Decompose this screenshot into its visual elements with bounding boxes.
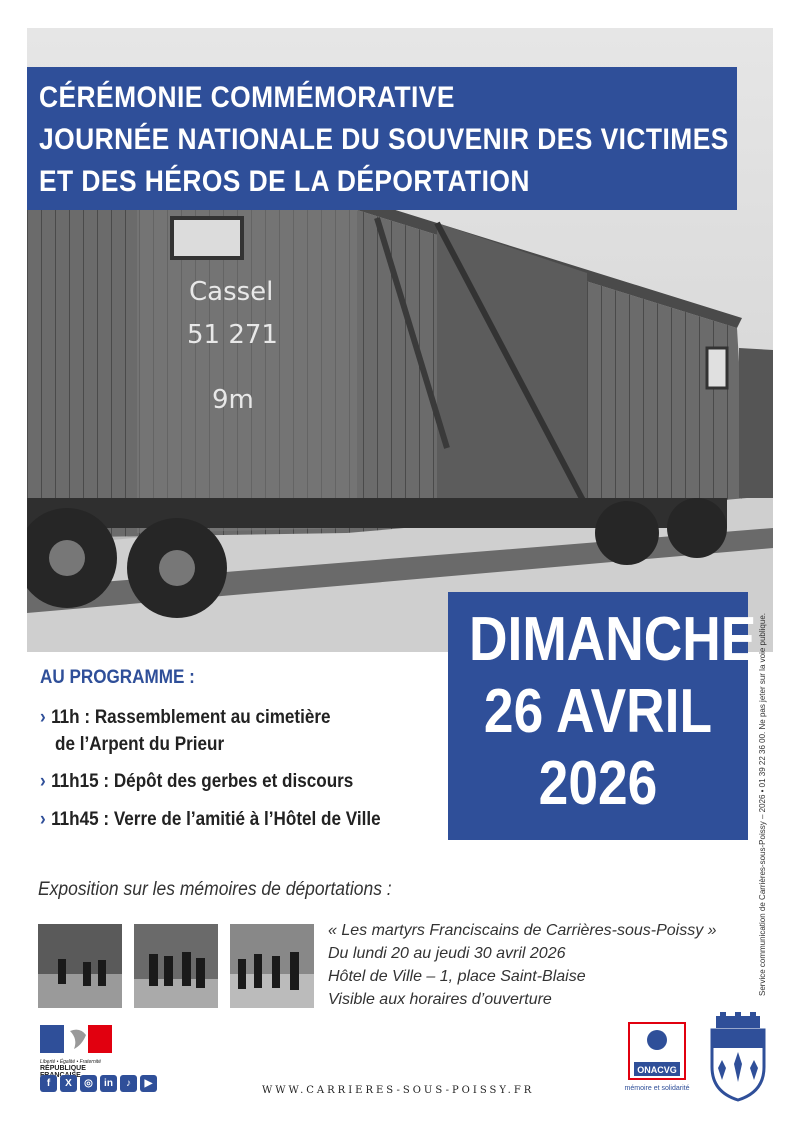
marianne-icon xyxy=(40,1025,112,1053)
youtube-icon[interactable]: ▶ xyxy=(140,1075,157,1092)
title-line-1: CÉRÉMONIE COMMÉMORATIVE xyxy=(39,81,455,114)
chevron-right-icon: › xyxy=(40,707,46,728)
program-item-1-line-2 xyxy=(55,731,224,758)
exposition-photo-3 xyxy=(230,924,314,1008)
program-item-3 xyxy=(40,806,381,833)
photo-thumbnail xyxy=(38,924,122,1008)
wagon-label-2: 51 271 xyxy=(187,320,278,350)
republique-francaise-logo xyxy=(40,1025,120,1079)
exposition-dates: Du lundi 20 au jeudi 30 avril 2026 xyxy=(328,945,566,962)
program-text-continued: de l’Arpent du Prieur xyxy=(55,734,225,755)
photo-thumbnail xyxy=(134,924,218,1008)
wagon-label-1: Cassel xyxy=(189,277,274,307)
program-time: 11h xyxy=(51,707,80,728)
exposition-details xyxy=(328,919,717,1011)
exposition-place: Hôtel de Ville – 1, place Saint-Blaise xyxy=(328,968,586,985)
republique-motto: Liberté • Égalité • Fraternité xyxy=(40,1059,102,1065)
title-line-2: JOURNÉE NATIONALE DU SOUVENIR DES VICTIMES xyxy=(39,123,729,156)
exposition-hours: Visible aux horaires d’ouverture xyxy=(328,991,552,1008)
date-day: DIMANCHE xyxy=(469,605,757,674)
instagram-icon[interactable]: ◎ xyxy=(80,1075,97,1092)
side-note: Service communication de Carrières-sous-Poissy – 2026 • 01 39 22 36 00. Ne pas jeter sur la voie publique. xyxy=(758,612,767,996)
onacvg-tagline: mémoire et solidarité xyxy=(624,1085,690,1092)
x-icon[interactable]: X xyxy=(60,1075,77,1092)
facebook-icon[interactable]: f xyxy=(40,1075,57,1092)
republique-name: RÉPUBLIQUE xyxy=(40,1065,86,1072)
onacvg-label: ONACVG xyxy=(637,1065,677,1075)
program-item-2 xyxy=(40,768,353,795)
program-time: 11h15 xyxy=(51,771,99,792)
city-crest xyxy=(708,1012,768,1102)
chevron-right-icon: › xyxy=(40,771,46,792)
program-text: : Rassemblement au cimetière xyxy=(79,707,331,728)
date-day-month: 26 AVRIL xyxy=(483,677,713,746)
social-links xyxy=(40,1075,157,1092)
title-line-3: ET DES HÉROS DE LA DÉPORTATION xyxy=(39,165,530,198)
onacvg-icon xyxy=(628,1022,686,1080)
photo-thumbnail xyxy=(230,924,314,1008)
coat-of-arms-icon xyxy=(708,1012,768,1102)
chevron-right-icon: › xyxy=(40,809,46,830)
program-item-1 xyxy=(40,704,331,731)
title-box xyxy=(27,67,737,210)
program-time: 11h45 xyxy=(51,809,99,830)
wagon-label-3: 9m xyxy=(212,385,254,415)
program-title: AU PROGRAMME : xyxy=(40,667,195,688)
website-link[interactable]: WWW.CARRIERES-SOUS-POISSY.FR xyxy=(262,1085,535,1096)
linkedin-icon[interactable]: in xyxy=(100,1075,117,1092)
exposition-title: Exposition sur les mémoires de déportations : xyxy=(38,879,392,900)
date-year: 2026 xyxy=(538,749,658,818)
exposition-photo-2 xyxy=(134,924,218,1008)
program-text: : Verre de l’amitié à l’Hôtel de Ville xyxy=(98,809,381,830)
date-box xyxy=(448,592,757,840)
tiktok-icon[interactable]: ♪ xyxy=(120,1075,137,1092)
onacvg-logo xyxy=(612,1022,702,1092)
exposition-photo-1 xyxy=(38,924,122,1008)
program-text: : Dépôt des gerbes et discours xyxy=(98,771,354,792)
exposition-name: « Les martyrs Franciscains de Carrières-sous-Poissy » xyxy=(328,922,717,939)
